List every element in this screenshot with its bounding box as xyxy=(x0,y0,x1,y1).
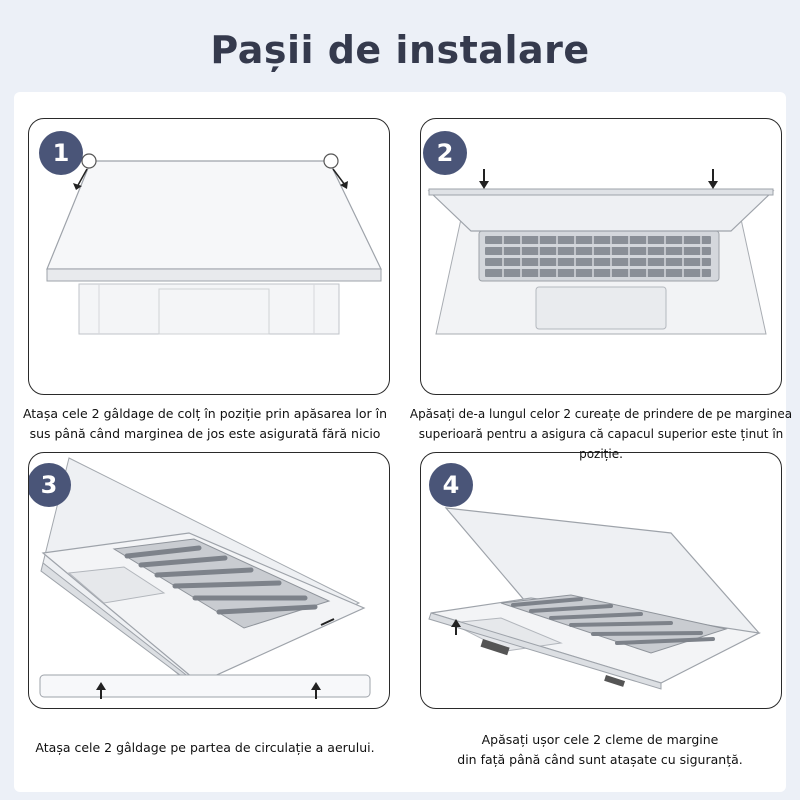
step-2-panel xyxy=(420,118,782,395)
page-title: Pașii de instalare xyxy=(210,28,590,72)
step-1-badge: 1 xyxy=(39,131,83,175)
step-3-caption xyxy=(20,738,390,758)
step-4-caption xyxy=(420,730,780,770)
step-4-panel xyxy=(420,452,782,709)
step-4-caption-line-2: din față până când sunt atașate cu siguranță. xyxy=(457,752,743,767)
step-1-panel xyxy=(28,118,390,395)
step-3-panel xyxy=(28,452,390,709)
step-4-illustration xyxy=(421,453,781,708)
step-1-caption xyxy=(20,404,390,444)
step-4-badge: 4 xyxy=(429,463,473,507)
step-3-caption-line-1: Atașa cele 2 gâldage pe partea de circulație a aerului. xyxy=(35,740,375,755)
step-2-badge: 2 xyxy=(423,131,467,175)
step-1-caption-line-2: sus până când marginea de jos este asigurată fără nicio xyxy=(29,426,381,441)
step-2-caption-line-1: Apăsați de-a lungul celor 2 cureațe de prindere de pe marginea xyxy=(409,407,793,421)
step-3-illustration xyxy=(29,453,389,708)
step-3-badge: 3 xyxy=(28,463,71,507)
step-2-caption-line-2: superioară pentru a asigura că capacul superior este ținut în poziție. xyxy=(418,427,784,461)
step-2-caption xyxy=(406,404,796,464)
step-1-illustration xyxy=(29,119,389,394)
step-4-caption-line-1: Apăsați ușor cele 2 cleme de margine xyxy=(481,732,719,747)
step-1-caption-line-1: Atașa cele 2 gâldage de colț în poziție prin apăsarea lor în xyxy=(22,406,388,421)
step-2-illustration xyxy=(421,119,781,394)
